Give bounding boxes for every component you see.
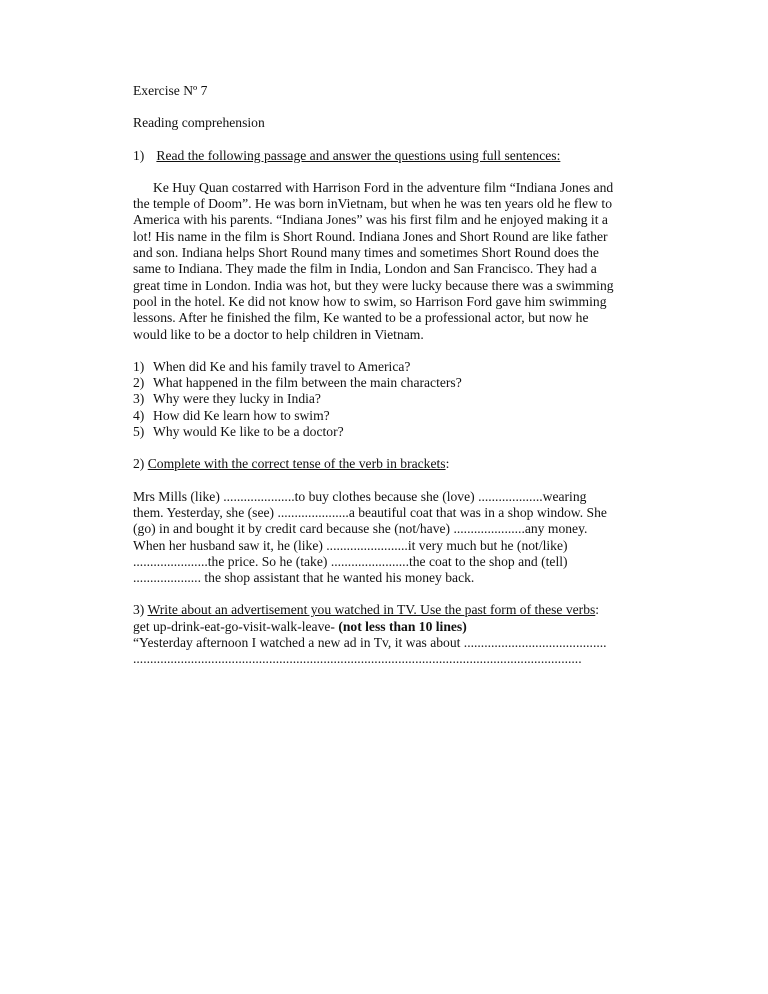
writing-dots-line: ....................................................................................................................................: [133, 651, 582, 667]
section-1: [133, 148, 638, 441]
cloze-line: .................... the shop assistant that he wanted his money back.: [133, 570, 475, 586]
question-item: 5) Why would Ke like to be a doctor?: [133, 424, 344, 440]
passage-line: lot! His name in the film is Short Round. Indiana Jones and Short Round are like father: [133, 228, 608, 244]
passage-line: pool in the hotel. Ke did not know how to swim, so Harrison Ford gave him swimming: [133, 293, 607, 309]
cloze-line: them. Yesterday, she (see) .....................a beautiful coat that was in a shop window. She: [133, 504, 607, 520]
section-1-instruction: Read the following passage and answer the questions using full sentences:: [156, 147, 561, 163]
exercise-title: Exercise Nº 7: [133, 83, 208, 98]
cloze-line: Mrs Mills (like) .....................to buy clothes because she (love) ...................wearing: [133, 488, 587, 504]
question-item: 1) When did Ke and his family travel to America?: [133, 358, 411, 374]
section-3-number: 3): [133, 602, 145, 618]
question-item: 3) Why were they lucky in India?: [133, 391, 321, 407]
section-1-number: 1): [133, 147, 145, 163]
reading-passage: [133, 180, 638, 343]
section-1-heading: [133, 148, 638, 164]
length-note: (not less than 10 lines): [338, 618, 467, 634]
section-3-instruction: Write about an advertisement you watched in TV. Use the past form of these verbs: [147, 602, 596, 618]
passage-line: the temple of Doom”. He was born inVietnam, but when he was ten years old he flew to: [133, 196, 612, 212]
question-list: [133, 359, 638, 440]
passage-line: same to Indiana. They made the film in India, London and San Francisco. They had a: [133, 261, 597, 277]
passage-line: America with his parents. “Indiana Jones” was his first film and he enjoyed making it a: [133, 212, 608, 228]
passage-line: would like to be a doctor to help children in Vietnam.: [133, 326, 424, 342]
section-3-heading: 3) Write about an advertisement you watched in TV. Use the past form of these verbs:: [133, 602, 600, 618]
passage-line: and son. Indiana helps Short Round many times and sometimes Short Round does the: [133, 245, 599, 261]
question-item: 4) How did Ke learn how to swim?: [133, 407, 330, 423]
section-3: [133, 602, 638, 667]
section-2: [133, 456, 638, 586]
exercise-subtitle: Reading comprehension: [133, 115, 265, 131]
passage-line: lessons. After he finished the film, Ke wanted to be a professional actor, but now he: [133, 310, 589, 326]
question-item: 2) What happened in the film between the main characters?: [133, 375, 462, 391]
cloze-paragraph: [133, 489, 638, 587]
passage-line: Ke Huy Quan costarred with Harrison Ford in the adventure film “Indiana Jones and: [153, 179, 614, 195]
verb-list: get up-drink-eat-go-visit-walk-leave- (not less than 10 lines): [133, 618, 467, 634]
worksheet-page: [133, 83, 638, 668]
section-2-heading: 2) Complete with the correct tense of the verb in brackets:: [133, 456, 450, 472]
cloze-line: (go) in and bought it by credit card because she (not/have) .....................any money.: [133, 521, 588, 537]
cloze-line: ......................the price. So he (take) .......................the coat to the shop and (tell): [133, 553, 568, 569]
cloze-line: When her husband saw it, he (like) ........................it very much but he (not/like): [133, 537, 568, 553]
writing-start-line: “Yesterday afternoon I watched a new ad in Tv, it was about ..........................................: [133, 635, 607, 651]
section-2-number: 2): [133, 456, 145, 472]
passage-line: great time in London. India was hot, but they were lucky because there was a swimming: [133, 277, 614, 293]
section-2-instruction: Complete with the correct tense of the verb in brackets: [147, 456, 446, 472]
